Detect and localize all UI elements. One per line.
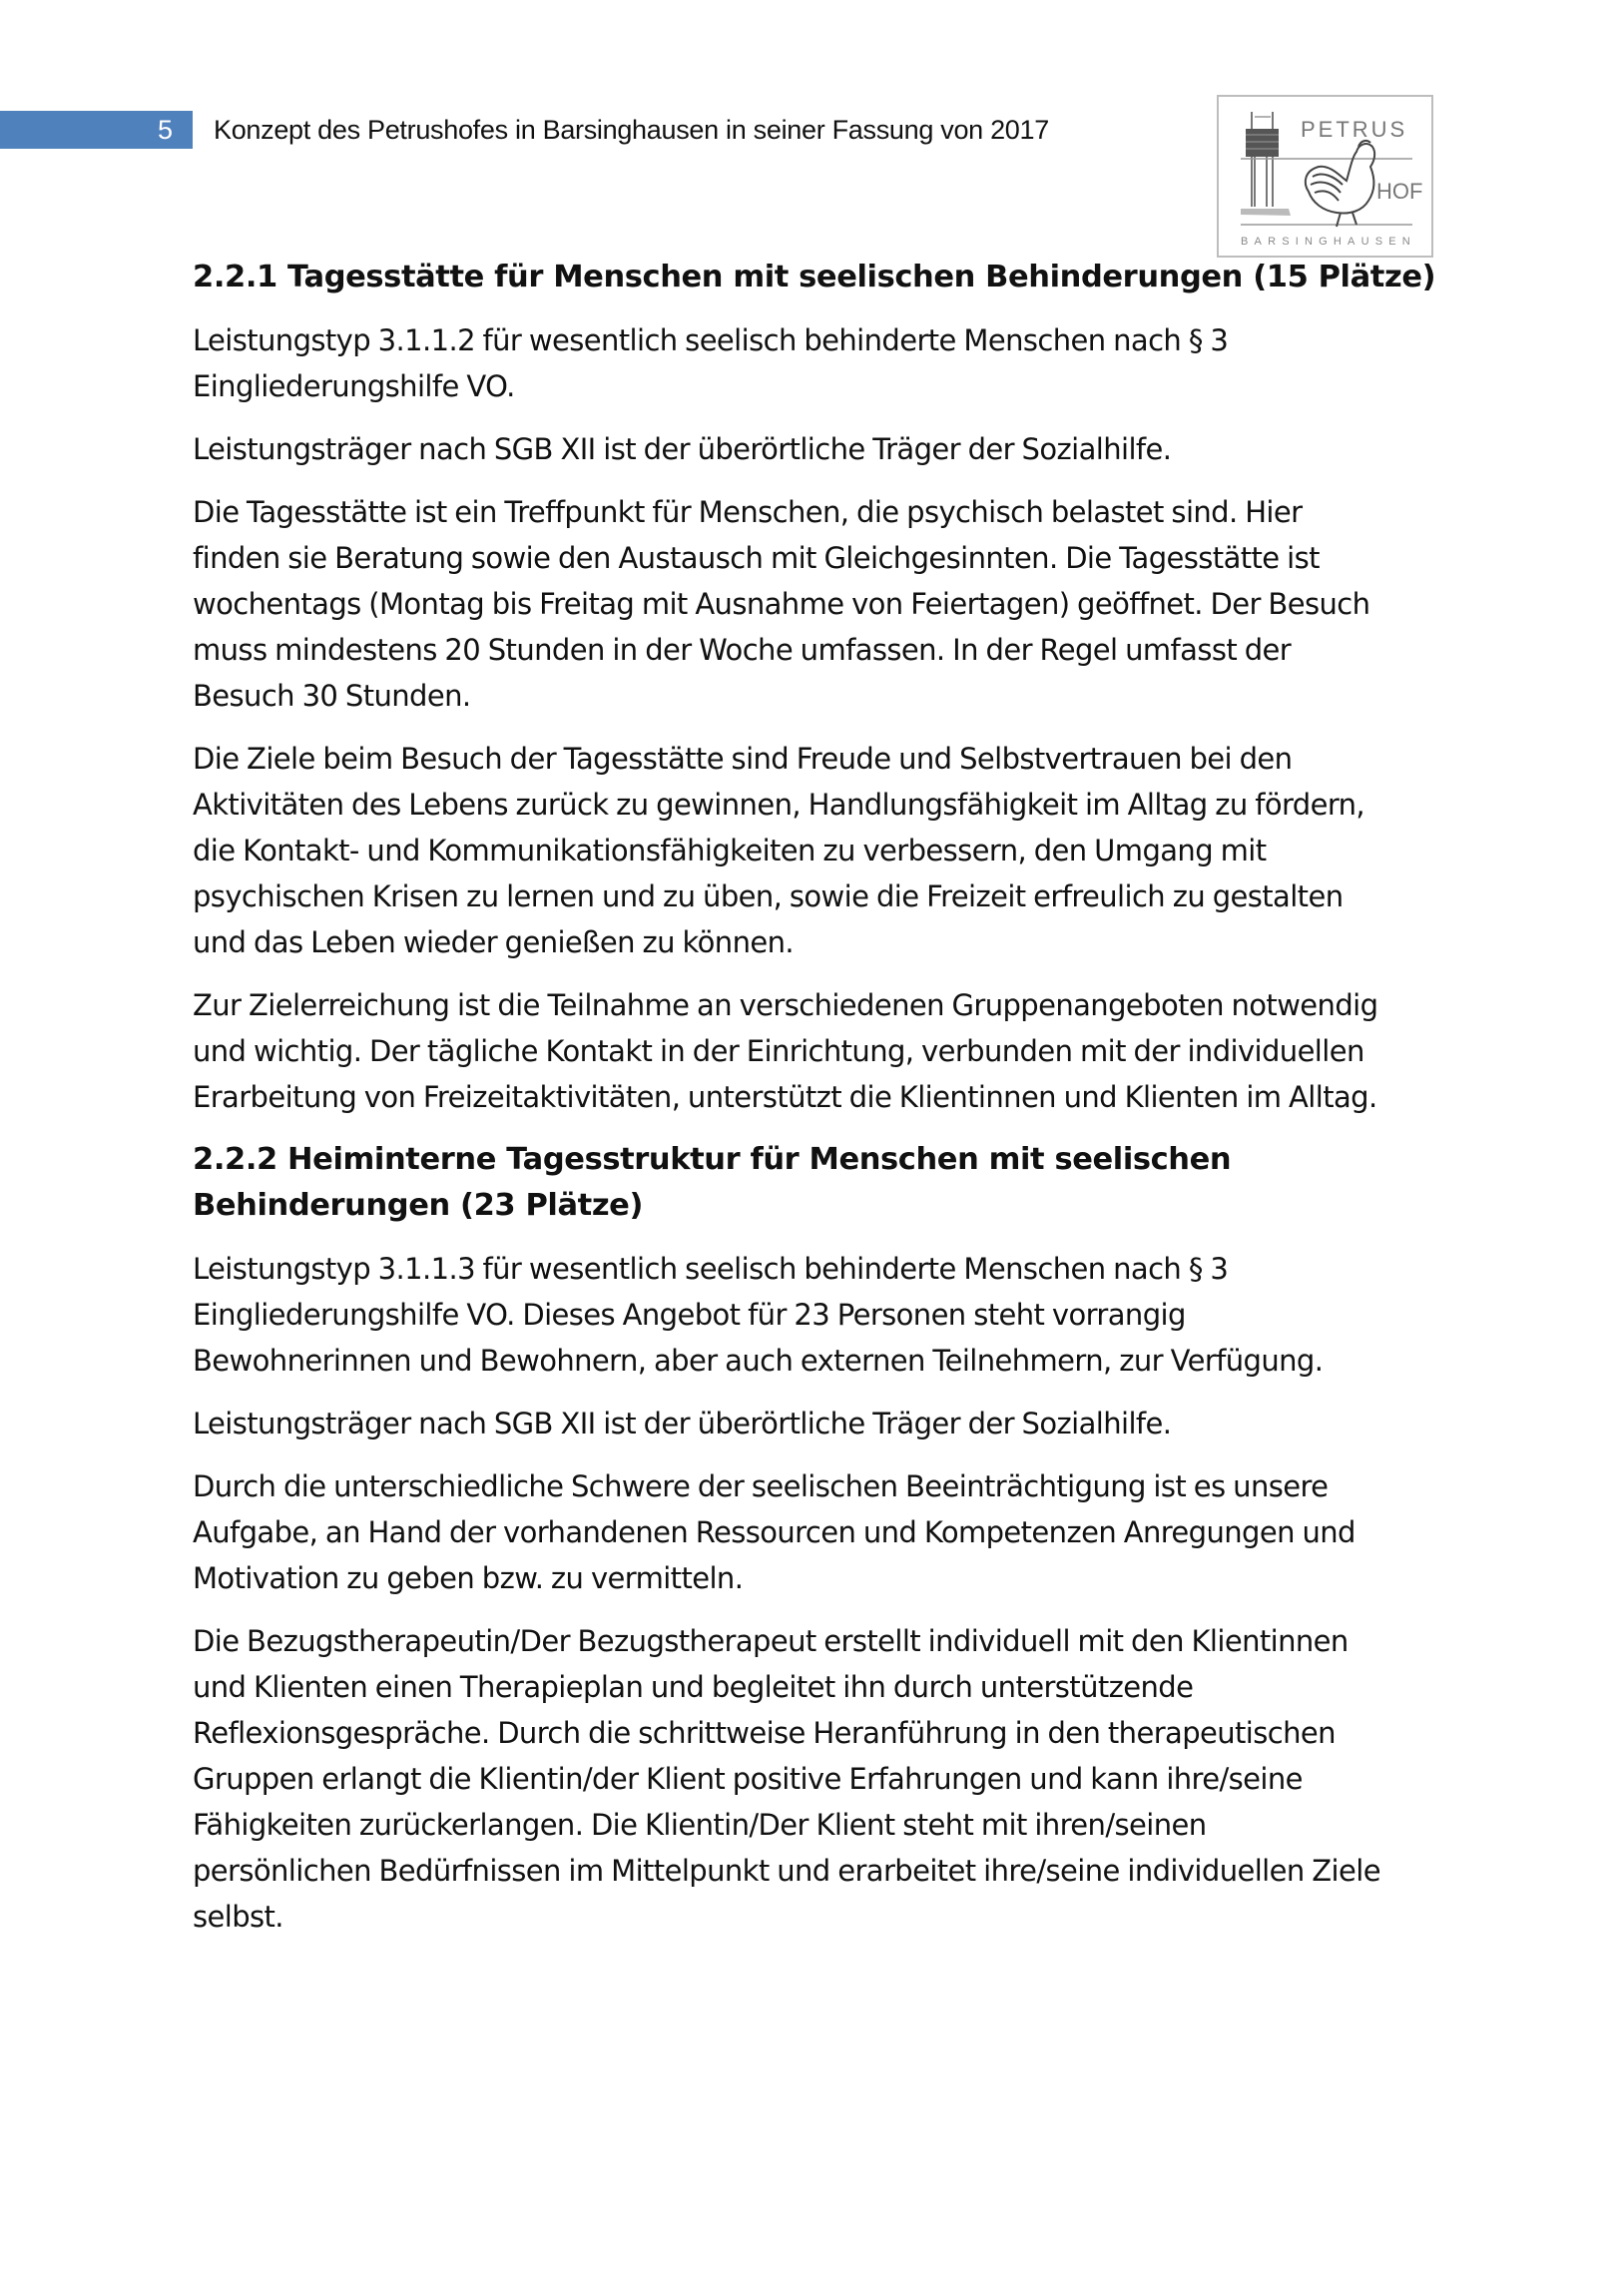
text-line: muss mindestens 20 Stunden in der Woche umfassen. In der Regel umfasst der bbox=[193, 633, 1292, 667]
text-line: Leistungstyp 3.1.1.2 für wesentlich seelisch behinderte Menschen nach § 3 bbox=[193, 323, 1229, 357]
svg-text:PETRUS: PETRUS bbox=[1301, 117, 1408, 142]
text-line: Erarbeitung von Freizeitaktivitäten, unterstützt die Klientinnen und Klienten im Alltag. bbox=[193, 1080, 1377, 1114]
text-line: Aktivitäten des Lebens zurück zu gewinnen, Handlungsfähigkeit im Alltag zu fördern, bbox=[193, 788, 1365, 822]
page-number: 5 bbox=[157, 115, 173, 145]
text-line: selbst. bbox=[193, 1900, 283, 1934]
rooster-and-pump-icon bbox=[1219, 97, 1431, 256]
paragraph-leistungstyp-1 bbox=[193, 317, 1450, 409]
svg-text:BARSINGHAUSEN: BARSINGHAUSEN bbox=[1241, 236, 1416, 248]
text-line: Fähigkeiten zurückerlangen. Die Klientin/Der Klient steht mit ihren/seinen bbox=[193, 1808, 1207, 1842]
paragraph-leistungstraeger-1 bbox=[193, 426, 1450, 472]
paragraph-leistungstraeger-2 bbox=[193, 1401, 1450, 1446]
text-line: persönlichen Bedürfnissen im Mittelpunkt und erarbeitet ihre/seine individuellen Ziele bbox=[193, 1854, 1380, 1888]
text-line: Durch die unterschiedliche Schwere der seelischen Beeinträchtigung ist es unsere bbox=[193, 1469, 1329, 1503]
section-heading-2-2-2 bbox=[193, 1137, 1450, 1229]
text-line: Leistungstyp 3.1.1.3 für wesentlich seelisch behinderte Menschen nach § 3 bbox=[193, 1252, 1229, 1286]
page-number-bar bbox=[0, 111, 193, 149]
text-line: Leistungsträger nach SGB XII ist der überörtliche Träger der Sozialhilfe. bbox=[193, 1407, 1172, 1440]
heading-line: Behinderungen (23 Plätze) bbox=[193, 1188, 643, 1223]
text-line: Leistungsträger nach SGB XII ist der überörtliche Träger der Sozialhilfe. bbox=[193, 432, 1172, 466]
paragraph-bezugstherapeut bbox=[193, 1618, 1450, 1940]
petrushof-logo bbox=[1217, 95, 1433, 258]
section-heading-2-2-1: 2.2.1 Tagesstätte für Menschen mit seelischen Behinderungen (15 Plätze) bbox=[193, 260, 1436, 294]
text-line: Reflexionsgespräche. Durch die schrittweise Heranführung in den therapeutischen bbox=[193, 1716, 1336, 1750]
text-line: wochentags (Montag bis Freitag mit Ausnahme von Feiertagen) geöffnet. Der Besuch bbox=[193, 587, 1370, 621]
paragraph-zielerreichung bbox=[193, 982, 1450, 1120]
text-line: Besuch 30 Stunden. bbox=[193, 679, 471, 713]
document-body bbox=[193, 255, 1450, 1940]
text-line: psychischen Krisen zu lernen und zu üben, sowie die Freizeit erfreulich zu gestalten bbox=[193, 879, 1344, 913]
paragraph-leistungstyp-2 bbox=[193, 1246, 1450, 1384]
text-line: und wichtig. Der tägliche Kontakt in der Einrichtung, verbunden mit der individuellen bbox=[193, 1034, 1364, 1068]
text-line: finden sie Beratung sowie den Austausch mit Gleichgesinnten. Die Tagesstätte ist bbox=[193, 541, 1320, 575]
heading-line: 2.2.2 Heiminterne Tagesstruktur für Menschen mit seelischen bbox=[193, 1142, 1232, 1177]
paragraph-ziele bbox=[193, 736, 1450, 965]
text-line: und Klienten einen Therapieplan und begleitet ihn durch unterstützende bbox=[193, 1670, 1194, 1704]
text-line: Motivation zu geben bzw. zu vermitteln. bbox=[193, 1561, 744, 1595]
text-line: Die Tagesstätte ist ein Treffpunkt für Menschen, die psychisch belastet sind. Hier bbox=[193, 495, 1303, 529]
running-header-title: Konzept des Petrushofes in Barsinghausen in seiner Fassung von 2017 bbox=[214, 115, 1049, 145]
text-line: Die Ziele beim Besuch der Tagesstätte sind Freude und Selbstvertrauen bei den bbox=[193, 742, 1293, 776]
text-line: Bewohnerinnen und Bewohnern, aber auch externen Teilnehmern, zur Verfügung. bbox=[193, 1344, 1324, 1378]
text-line: Zur Zielerreichung ist die Teilnahme an verschiedenen Gruppenangeboten notwendig bbox=[193, 988, 1378, 1022]
text-line: Gruppen erlangt die Klientin/der Klient positive Erfahrungen und kann ihre/seine bbox=[193, 1762, 1303, 1796]
paragraph-beeintraechtigung bbox=[193, 1463, 1450, 1601]
text-line: Eingliederungshilfe VO. Dieses Angebot für 23 Personen steht vorrangig bbox=[193, 1298, 1186, 1332]
text-line: Aufgabe, an Hand der vorhandenen Ressourcen und Kompetenzen Anregungen und bbox=[193, 1515, 1355, 1549]
svg-text:HOF: HOF bbox=[1376, 179, 1423, 204]
text-line: Eingliederungshilfe VO. bbox=[193, 369, 515, 403]
text-line: die Kontakt- und Kommunikationsfähigkeiten zu verbessern, den Umgang mit bbox=[193, 834, 1267, 867]
text-line: und das Leben wieder genießen zu können. bbox=[193, 925, 794, 959]
paragraph-treffpunkt bbox=[193, 489, 1450, 719]
text-line: Die Bezugstherapeutin/Der Bezugstherapeut erstellt individuell mit den Klientinnen bbox=[193, 1624, 1349, 1658]
